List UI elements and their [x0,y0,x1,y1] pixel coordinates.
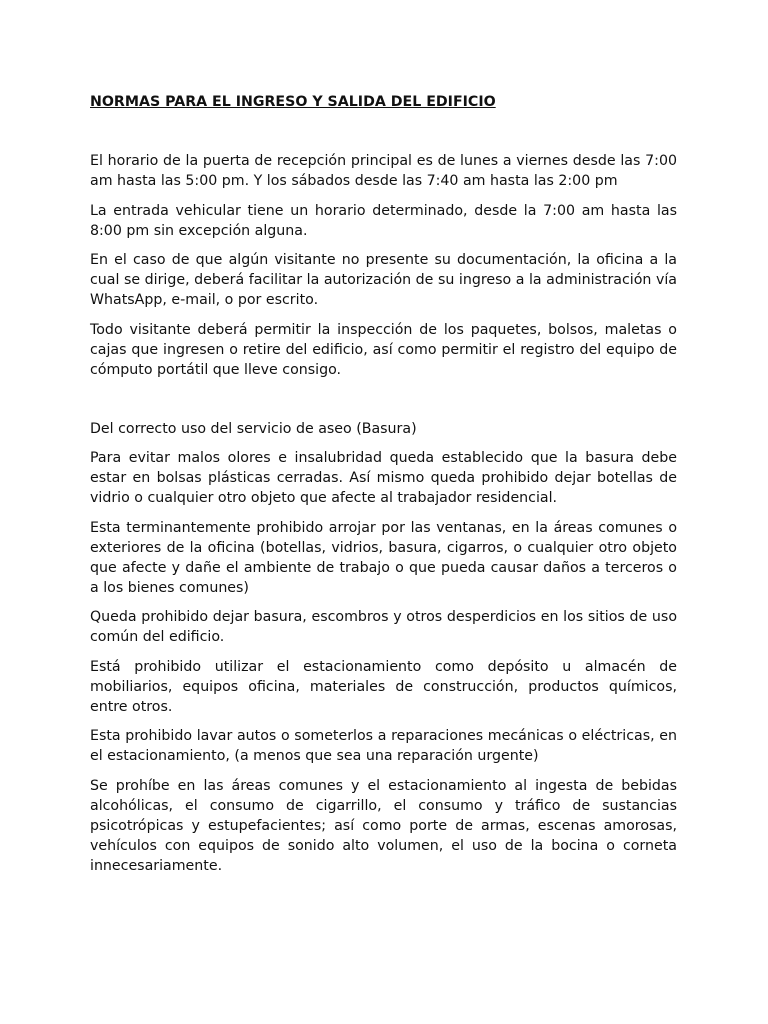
paragraph-car-washing: Esta prohibido lavar autos o someterlos a reparaciones mecánicas o eléctricas, en el estacionamiento, (a menos que sea una reparación urgente) [90,728,677,764]
paragraph-waste-bags: Para evitar malos olores e insalubridad queda establecido que la basura debe estar en bolsas plásticas cerradas. Así mismo queda prohibido dejar botellas de vidrio o cualquier otro objeto que afecte al trabajador residencial. [90,450,677,506]
section-heading-waste: Del correcto uso del servicio de aseo (Basura) [90,420,417,437]
document-page [90,92,677,885]
paragraph-prohibited-conduct: Se prohíbe en las áreas comunes y el estacionamiento al ingesta de bebidas alcohólicas, el consumo de cigarrillo, el consumo y tráfico de sustancias psicotrópicas y estupefacientes; así como porte de armas, escenas amorosas, vehículos con equipos de sonido alto volumen, el uso de la bocina o corneta innecesariamente. [90,777,677,874]
paragraph-vehicle-entrance: La entrada vehicular tiene un horario determinado, desde la 7:00 am hasta las 8:00 pm sin excepción alguna. [90,202,677,239]
paragraph-common-areas-debris: Queda prohibido dejar basura, escombros y otros desperdicios en los sitios de uso común del edificio. [90,609,677,645]
paragraph-reception-hours: El horario de la puerta de recepción principal es de lunes a viernes desde las 7:00 am hasta las 5:00 pm. Y los sábados desde las 7:40 am hasta las 2:00 pm [90,153,677,189]
document-title: NORMAS PARA EL INGRESO Y SALIDA DEL EDIFICIO [90,94,496,110]
paragraph-parking-storage: Está prohibido utilizar el estacionamiento como depósito u almacén de mobiliarios, equipos oficina, materiales de construcción, productos químicos, entre otros. [90,658,677,715]
paragraph-visitor-documentation: En el caso de que algún visitante no presente su documentación, la oficina a la cual se dirige, deberá facilitar la autorización de su ingreso a la administración vía WhatsApp, e-mail, o por escrito. [90,252,677,308]
paragraph-window-throwing: Esta terminantemente prohibido arrojar por las ventanas, en la áreas comunes o exteriores de la oficina (botellas, vidrios, basura, cigarros, o cualquier otro objeto que afecte y dañe el ambiente de trabajo o que pueda causar daños a terceros o a los bienes comunes) [90,519,677,596]
paragraph-visitor-inspection: Todo visitante deberá permitir la inspección de los paquetes, bolsos, maletas o cajas que ingresen o retire del edificio, así como permitir el registro del equipo de cómputo portátil que lleve consigo. [90,321,677,378]
